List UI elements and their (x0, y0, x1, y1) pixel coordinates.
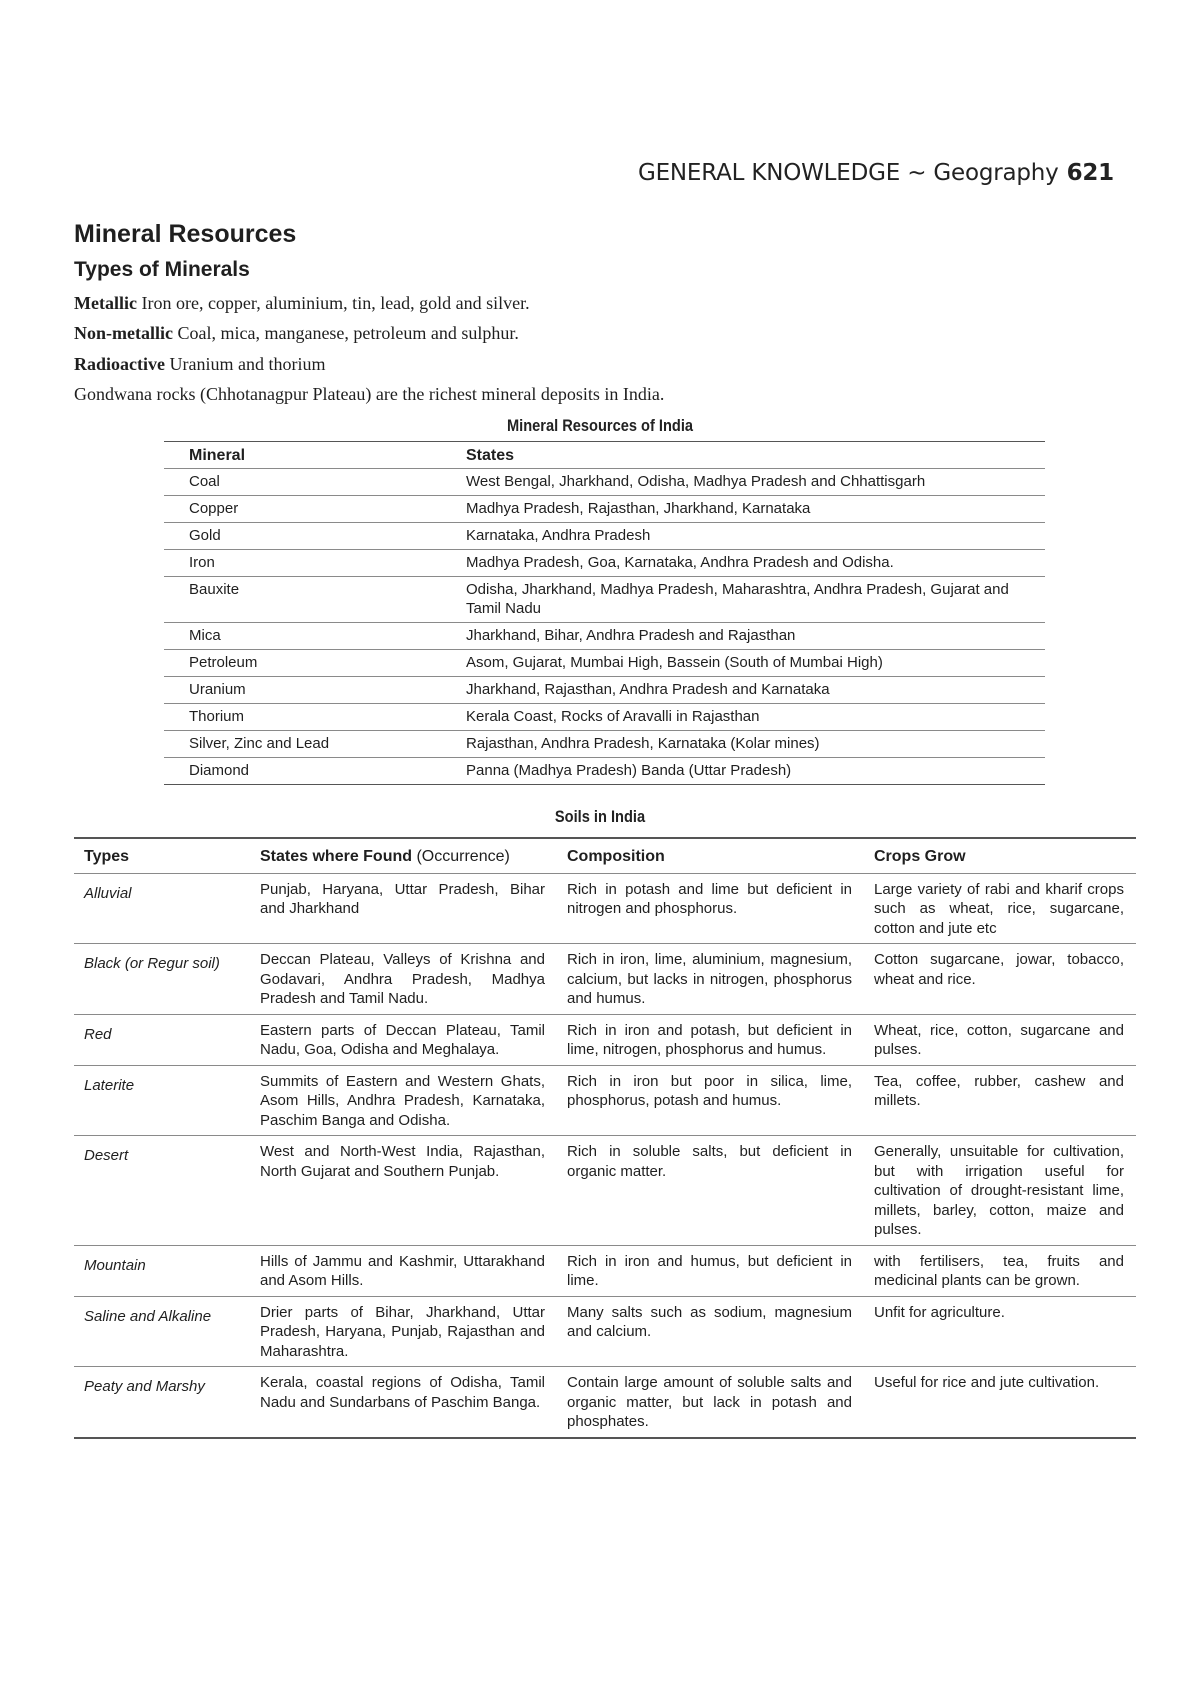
table-row (164, 704, 1045, 731)
states-cell: Rajasthan, Andhra Pradesh, Karnataka (Kolar mines) (466, 731, 1045, 758)
table-row (164, 550, 1045, 577)
soil-states-cell: Punjab, Haryana, Uttar Pradesh, Bihar and Jharkhand (250, 873, 557, 944)
header-composition: Composition (557, 838, 864, 873)
soil-composition-cell: Many salts such as sodium, magnesium and calcium. (557, 1296, 864, 1367)
soil-states-cell: West and North-West India, Rajasthan, North Gujarat and Southern Punjab. (250, 1136, 557, 1246)
table-row (74, 944, 1136, 1015)
states-cell: West Bengal, Jharkhand, Odisha, Madhya Pradesh and Chhattisgarh (466, 469, 1045, 496)
table-row (164, 758, 1045, 785)
soil-composition-cell: Rich in iron, lime, aluminium, magnesium, calcium, but lacks in nitrogen, phosphorus and humus. (557, 944, 864, 1015)
states-cell: Jharkhand, Bihar, Andhra Pradesh and Rajasthan (466, 623, 1045, 650)
subsection-heading: Types of Minerals (74, 258, 250, 281)
soil-crops-cell: Wheat, rice, cotton, sugarcane and pulses. (864, 1014, 1136, 1065)
soil-states-cell: Kerala, coastal regions of Odisha, Tamil Nadu and Sundarbans of Paschim Banga. (250, 1367, 557, 1438)
table-row (164, 731, 1045, 758)
soil-crops-cell: Large variety of rabi and kharif crops such as wheat, rice, sugarcane, cotton and jute etc (864, 873, 1136, 944)
soil-type-cell: Desert (74, 1136, 250, 1246)
gondwana-note: Gondwana rocks (Chhotanagpur Plateau) are the richest mineral deposits in India. (74, 384, 665, 404)
soil-crops-cell: with fertilisers, tea, fruits and medicinal plants can be grown. (864, 1245, 1136, 1296)
soil-type-cell: Peaty and Marshy (74, 1367, 250, 1438)
soil-crops-cell: Unfit for agriculture. (864, 1296, 1136, 1367)
soil-table (74, 837, 1136, 1439)
page-number: 621 (1066, 160, 1114, 186)
mineral-table-caption: Mineral Resources of India (506, 416, 694, 435)
soil-table-body (74, 873, 1136, 1438)
table-row (74, 1296, 1136, 1367)
soil-table-header (74, 838, 1136, 873)
table-row (164, 650, 1045, 677)
mineral-cell: Iron (164, 550, 466, 577)
running-head (638, 160, 1114, 186)
soil-type-cell: Black (or Regur soil) (74, 944, 250, 1015)
soil-crops-cell: Useful for rice and jute cultivation. (864, 1367, 1136, 1438)
soil-type-cell: Red (74, 1014, 250, 1065)
soil-composition-cell: Rich in soluble salts, but deficient in organic matter. (557, 1136, 864, 1246)
soil-states-cell: Drier parts of Bihar, Jharkhand, Uttar Pradesh, Haryana, Punjab, Rajasthan and Maharashtra. (250, 1296, 557, 1367)
soil-states-cell: Hills of Jammu and Kashmir, Uttarakhand and Asom Hills. (250, 1245, 557, 1296)
table-row (164, 496, 1045, 523)
mineral-cell: Uranium (164, 677, 466, 704)
header-mineral: Mineral (164, 442, 466, 469)
running-head-title: GENERAL KNOWLEDGE ~ Geography (637, 160, 1059, 186)
header-types: Types (74, 838, 250, 873)
soil-crops-cell: Tea, coffee, rubber, cashew and millets. (864, 1065, 1136, 1136)
table-row (74, 1014, 1136, 1065)
states-cell: Madhya Pradesh, Rajasthan, Jharkhand, Karnataka (466, 496, 1045, 523)
table-row (164, 577, 1045, 623)
section-heading: Mineral Resources (74, 220, 297, 248)
soil-table-caption: Soils in India (554, 807, 646, 826)
table-row (164, 523, 1045, 550)
table-row (74, 1136, 1136, 1246)
mineral-cell: Petroleum (164, 650, 466, 677)
soil-states-cell: Deccan Plateau, Valleys of Krishna and Godavari, Andhra Pradesh, Madhya Pradesh and Tamil Nadu. (250, 944, 557, 1015)
type-text: Coal, mica, manganese, petroleum and sulphur. (172, 323, 519, 343)
states-cell: Panna (Madhya Pradesh) Banda (Uttar Pradesh) (466, 758, 1045, 785)
soil-type-cell: Saline and Alkaline (74, 1296, 250, 1367)
header-states: States (466, 442, 1045, 469)
states-cell: Madhya Pradesh, Goa, Karnataka, Andhra Pradesh and Odisha. (466, 550, 1045, 577)
table-row (74, 873, 1136, 944)
mineral-cell: Silver, Zinc and Lead (164, 731, 466, 758)
mineral-cell: Gold (164, 523, 466, 550)
type-non-metallic (74, 323, 519, 344)
mineral-cell: Copper (164, 496, 466, 523)
header-states-label: States where Found (260, 848, 413, 865)
table-row (74, 1367, 1136, 1438)
soil-composition-cell: Contain large amount of soluble salts and organic matter, but lack in potash and phosphates. (557, 1367, 864, 1438)
mineral-table-body (164, 469, 1045, 785)
mineral-cell: Diamond (164, 758, 466, 785)
mineral-cell: Coal (164, 469, 466, 496)
states-cell: Karnataka, Andhra Pradesh (466, 523, 1045, 550)
table-row (74, 1245, 1136, 1296)
table-row (164, 677, 1045, 704)
type-label: Non-metallic (74, 323, 173, 343)
soil-composition-cell: Rich in iron but poor in silica, lime, phosphorus, potash and humus. (557, 1065, 864, 1136)
soil-type-cell: Laterite (74, 1065, 250, 1136)
soil-type-cell: Alluvial (74, 873, 250, 944)
states-cell: Jharkhand, Rajasthan, Andhra Pradesh and Karnataka (466, 677, 1045, 704)
mineral-cell: Mica (164, 623, 466, 650)
soil-type-cell: Mountain (74, 1245, 250, 1296)
header-crops: Crops Grow (864, 838, 1136, 873)
mineral-table-header (164, 442, 1045, 469)
table-row (164, 623, 1045, 650)
type-text: Iron ore, copper, aluminium, tin, lead, gold and silver. (136, 293, 530, 313)
mineral-table (164, 441, 1045, 785)
states-cell: Kerala Coast, Rocks of Aravalli in Rajasthan (466, 704, 1045, 731)
soil-states-cell: Summits of Eastern and Western Ghats, Asom Hills, Andhra Pradesh, Karnataka, Paschim Banga and Odisha. (250, 1065, 557, 1136)
header-states-note: (Occurrence) (412, 848, 510, 865)
states-cell: Asom, Gujarat, Mumbai High, Bassein (South of Mumbai High) (466, 650, 1045, 677)
soil-crops-cell: Cotton sugarcane, jowar, tobacco, wheat and rice. (864, 944, 1136, 1015)
states-cell: Odisha, Jharkhand, Madhya Pradesh, Maharashtra, Andhra Pradesh, Gujarat and Tamil Nadu (466, 577, 1045, 623)
type-label: Radioactive (74, 354, 165, 374)
type-text: Uranium and thorium (164, 354, 326, 374)
soil-composition-cell: Rich in iron and potash, but deficient in lime, nitrogen, phosphorus and humus. (557, 1014, 864, 1065)
soil-crops-cell: Generally, unsuitable for cultivation, but with irrigation useful for cultivation of drought-resistant lime, millets, barley, cotton, maize and pulses. (864, 1136, 1136, 1246)
mineral-cell: Thorium (164, 704, 466, 731)
type-radioactive (74, 354, 325, 375)
soil-composition-cell: Rich in potash and lime but deficient in nitrogen and phosphorus. (557, 873, 864, 944)
table-row (74, 1065, 1136, 1136)
type-metallic (74, 293, 530, 314)
table-row (164, 469, 1045, 496)
mineral-cell: Bauxite (164, 577, 466, 623)
soil-states-cell: Eastern parts of Deccan Plateau, Tamil Nadu, Goa, Odisha and Meghalaya. (250, 1014, 557, 1065)
type-label: Metallic (74, 293, 137, 313)
soil-composition-cell: Rich in iron and humus, but deficient in lime. (557, 1245, 864, 1296)
header-states (250, 838, 557, 873)
